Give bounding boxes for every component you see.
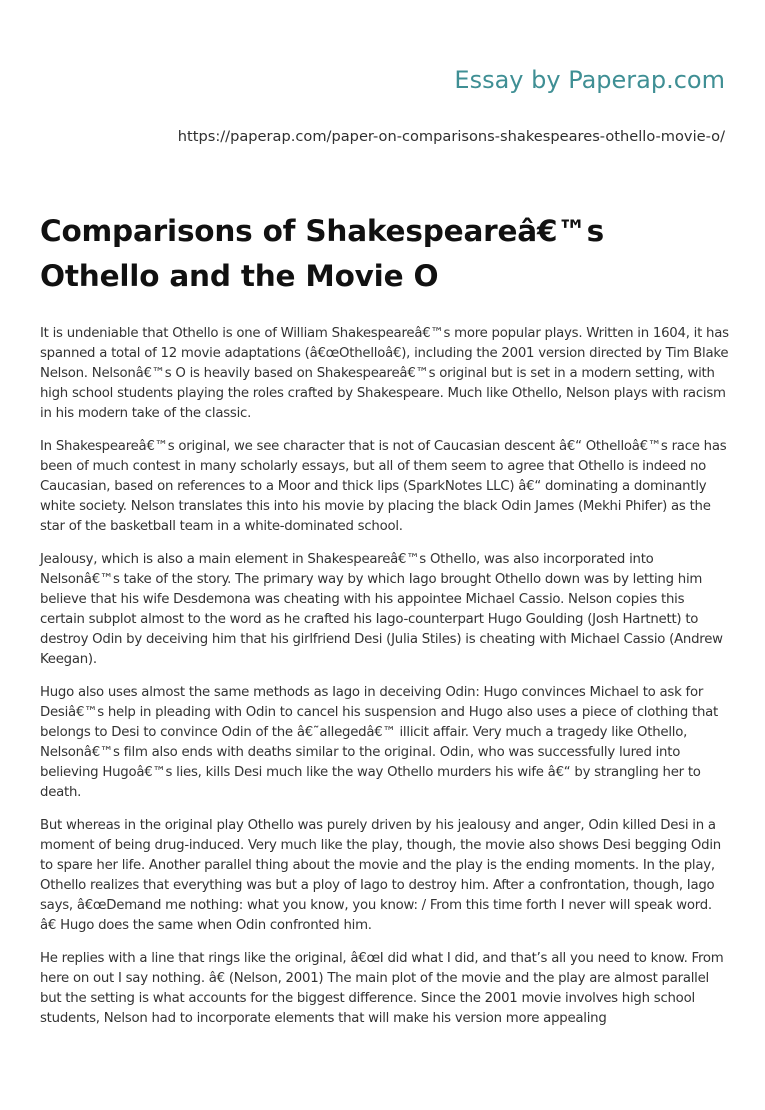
paragraph: But whereas in the original play Othello was purely driven by his jealousy and anger, Odin killed Desi in a moment of being drug-induced. Very much like the play, though, the movie also shows Desi begging Odin to spare her life. Another parallel thing about the movie and the play is the ending moments. In the play, Othello realizes that everything was but a ploy of Iago to destroy him. After a confrontation, though, Iago says, â€œDemand me nothing: what you know, you know: / From this time forth I never will speak word. â€ Hugo does the same when Odin confronted him. — [40, 818, 721, 933]
paragraph: He replies with a line that rings like the original, â€œI did what I did, and that’s all you need to know. From here on out I say nothing. â€ (Nelson, 2001) The main plot of the movie and the play are almost parallel but the setting is what accounts for the biggest difference. Since the 2001 movie involves high school students, Nelson had to incorporate elements that will make his version more appealing — [40, 951, 724, 1026]
paragraph: Hugo also uses almost the same methods as Iago in deceiving Odin: Hugo convinces Michael to ask for Desiâ€™s help in pleading with Odin to cancel his suspension and Hugo also uses a piece of clothing that belongs to Desi to convince Odin of the â€˜allegedâ€™ illicit affair. Very much a tragedy like Othello, Nelsonâ€™s film also ends with deaths similar to the original. Odin, who was successfully lured into believing Hugoâ€™s lies, kills Desi much like the way Othello murders his wife â€“ by strangling her to death. — [40, 685, 719, 800]
article-body — [40, 324, 730, 1042]
paragraph: It is undeniable that Othello is one of William Shakespeareâ€™s more popular plays. Written in 1604, it has spanned a total of 12 movie adaptations (â€œOthelloâ€), including the 2001 version directed by Tim Blake Nelson. Nelsonâ€™s O is heavily based on Shakespeareâ€™s original but is set in a modern setting, with high school students playing the roles crafted by Shakespeare. Much like Othello, Nelson plays with racism in his modern take of the classic. — [40, 326, 729, 421]
paragraph: Jealousy, which is also a main element in Shakespeareâ€™s Othello, was also incorporated into Nelsonâ€™s take of the story. The primary way by which Iago brought Othello down was by letting him believe that his wife Desdemona was cheating with his appointee Michael Cassio. Nelson copies this certain subplot almost to the word as he crafted his Iago-counterpart Hugo Goulding (Josh Hartnett) to destroy Odin by deceiving him that his girlfriend Desi (Julia Stiles) is cheating with Michael Cassio (Andrew Keegan). — [40, 552, 723, 667]
source-url-link[interactable]: https://paperap.com/paper-on-comparisons-shakespeares-othello-movie-o/ — [177, 128, 725, 145]
site-brand[interactable]: Essay by Paperap.com — [454, 66, 725, 94]
page-title: Comparisons of Shakespeareâ€™s Othello and the Movie O — [40, 214, 604, 293]
paragraph: In Shakespeareâ€™s original, we see character that is not of Caucasian descent â€“ Othelloâ€™s race has been of much contest in many scholarly essays, but all of them seem to agree that Othello is indeed no Caucasian, based on references to a Moor and thick lips (SparkNotes LLC) â€“ dominating a dominantly white society. Nelson translates this into his movie by placing the black Odin James (Mekhi Phifer) as the star of the basketball team in a white-dominated school. — [40, 439, 727, 534]
